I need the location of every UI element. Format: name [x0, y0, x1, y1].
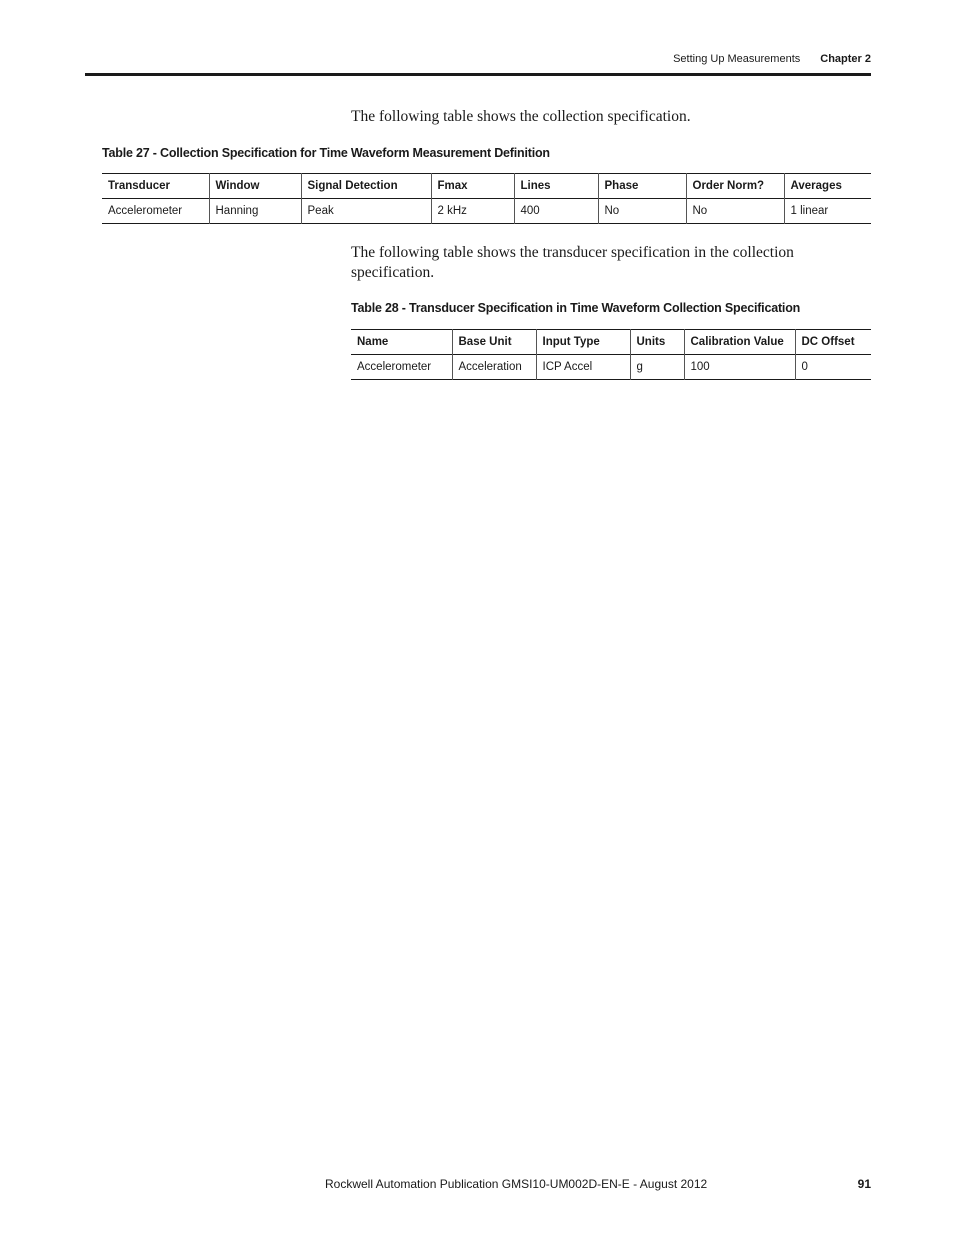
table28-cell: 100	[684, 355, 795, 380]
table27-cell: 1 linear	[784, 199, 871, 224]
table27-header-row	[102, 174, 871, 199]
table28-caption: Table 28 - Transducer Specification in Time Waveform Collection Specification	[351, 301, 801, 315]
table-row	[351, 355, 871, 380]
table28-cell: Acceleration	[452, 355, 536, 380]
table27-header-cell: Transducer	[108, 180, 170, 192]
header-rule	[85, 73, 871, 76]
page-number: 91	[857, 1177, 871, 1191]
table27	[102, 173, 871, 224]
intro-paragraph-1: The following table shows the collection specification.	[351, 108, 691, 125]
table27-header-cell: Window	[209, 174, 301, 199]
table28-cell: Accelerometer	[357, 361, 432, 373]
table27-cell: 400	[514, 199, 598, 224]
table27-cell: Hanning	[209, 199, 301, 224]
table-row	[102, 199, 871, 224]
table27-header-cell: Phase	[598, 174, 686, 199]
table28-header-cell: Units	[630, 330, 684, 355]
table28-header-cell: DC Offset	[795, 330, 871, 355]
table28-header-cell: Calibration Value	[684, 330, 795, 355]
table27-header-cell: Lines	[514, 174, 598, 199]
intro-paragraph-2: The following table shows the transducer specification in the collection specification.	[351, 244, 794, 281]
table27-cell: No	[686, 199, 784, 224]
table27-caption: Table 27 - Collection Specification for Time Waveform Measurement Definition	[102, 146, 550, 160]
table27-cell: 2 kHz	[431, 199, 514, 224]
footer-publication: Rockwell Automation Publication GMSI10-UM002D-EN-E - August 2012	[325, 1177, 708, 1191]
table28	[351, 329, 871, 380]
table27-header-cell: Signal Detection	[301, 174, 431, 199]
table28-cell: g	[630, 355, 684, 380]
table27-cell: No	[598, 199, 686, 224]
table28-cell: ICP Accel	[536, 355, 630, 380]
table27-header-cell: Fmax	[431, 174, 514, 199]
table28-header-row	[351, 330, 871, 355]
table28-cell: 0	[795, 355, 871, 380]
table28-header-cell: Name	[357, 336, 389, 348]
table27-header-cell: Averages	[784, 174, 871, 199]
header-chapter: Chapter 2	[820, 53, 871, 65]
table27-cell: Peak	[301, 199, 431, 224]
running-header	[673, 53, 871, 65]
table28-header-cell: Base Unit	[452, 330, 536, 355]
table28-header-cell: Input Type	[536, 330, 630, 355]
table27-cell: Accelerometer	[108, 205, 183, 217]
table27-header-cell: Order Norm?	[686, 174, 784, 199]
header-section-title: Setting Up Measurements	[673, 53, 801, 65]
